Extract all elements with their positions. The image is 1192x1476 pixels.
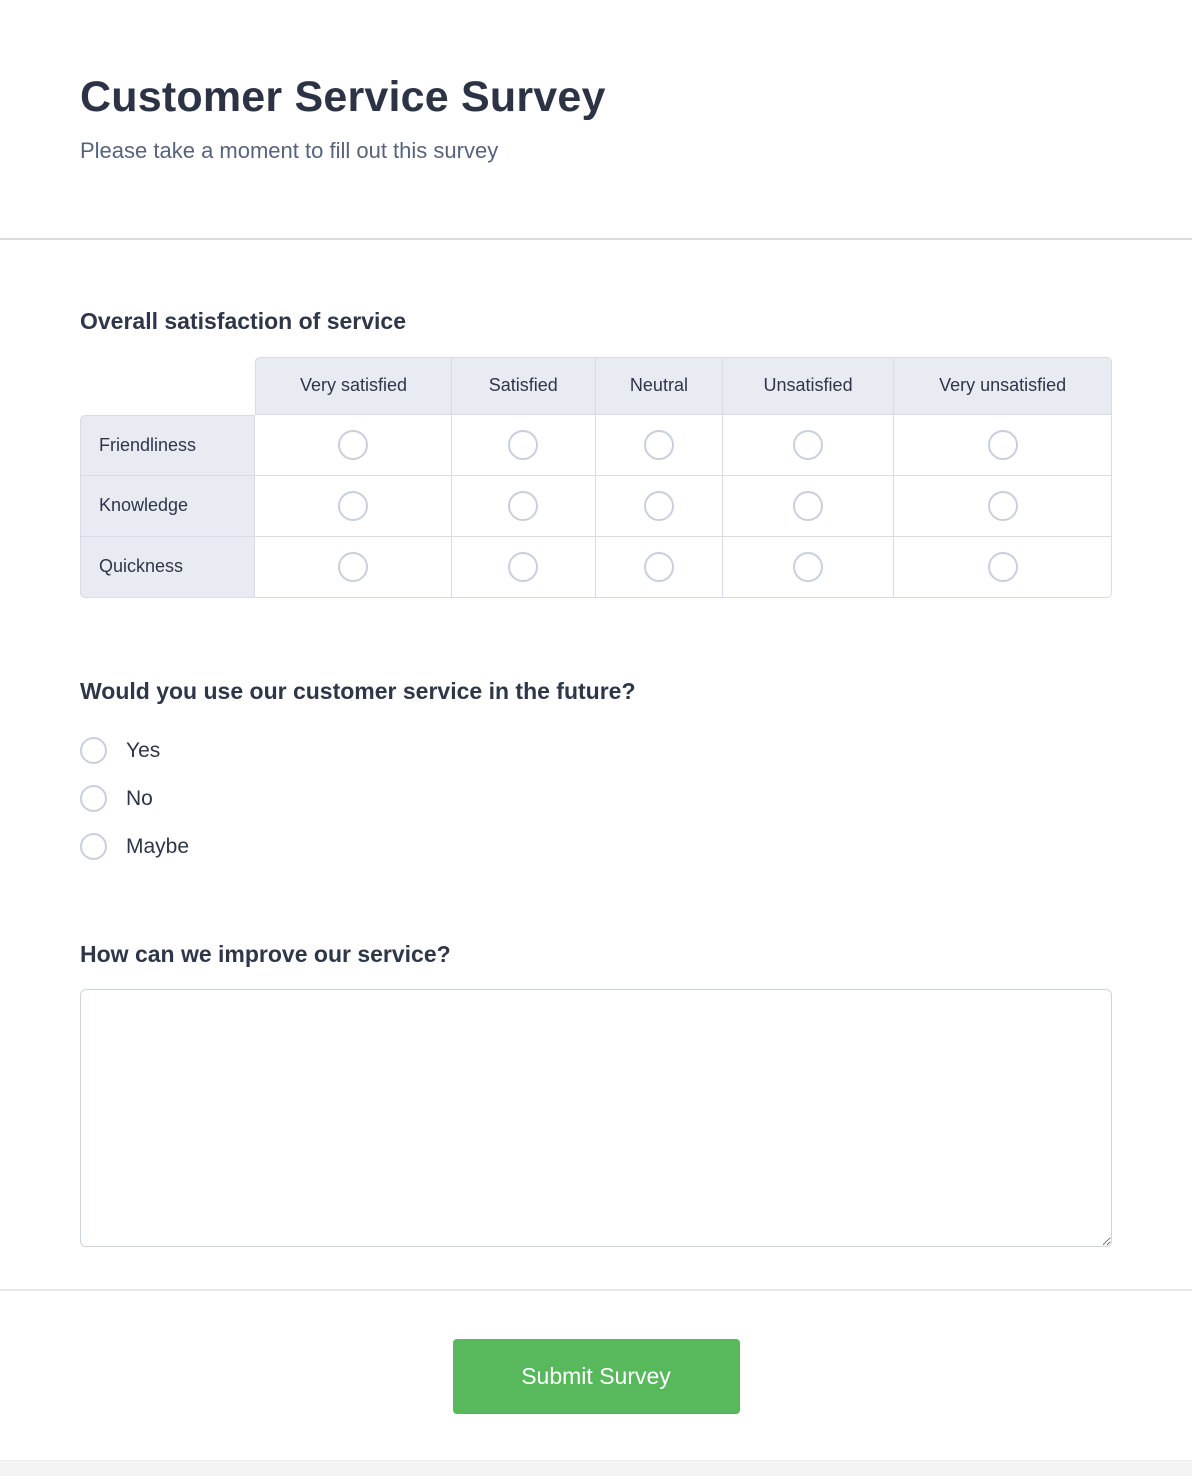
matrix-cell[interactable]	[255, 476, 451, 537]
option-label: Maybe	[126, 834, 190, 858]
matrix-cell[interactable]	[596, 415, 723, 476]
matrix-row-quickness	[80, 537, 1112, 598]
question-label: How can we improve our service?	[80, 940, 451, 967]
matrix-cell[interactable]	[452, 415, 596, 476]
radio-button[interactable]	[508, 552, 538, 582]
radio-button[interactable]	[80, 737, 107, 764]
radio-button[interactable]	[338, 552, 368, 582]
radio-button[interactable]	[80, 785, 107, 812]
matrix-row-knowledge	[80, 476, 1112, 537]
page-bottom-strip	[0, 1460, 1192, 1476]
matrix-cell[interactable]	[596, 476, 723, 537]
matrix-column-header: Unsatisfied	[723, 357, 894, 415]
matrix-cell[interactable]	[894, 537, 1112, 598]
radio-button[interactable]	[338, 491, 368, 521]
radio-button[interactable]	[508, 430, 538, 460]
radio-button[interactable]	[988, 552, 1018, 582]
matrix-row-friendliness	[80, 415, 1112, 476]
radio-button[interactable]	[508, 491, 538, 521]
radio-option-no[interactable]	[80, 775, 1112, 823]
question-label: Overall satisfaction of service	[80, 307, 406, 334]
matrix-row-label: Quickness	[80, 537, 255, 598]
radio-button[interactable]	[793, 491, 823, 521]
radio-option-yes[interactable]	[80, 727, 1112, 775]
radio-button[interactable]	[80, 833, 107, 860]
question-label: Would you use our customer service in the future?	[80, 677, 636, 704]
radio-option-maybe[interactable]	[80, 823, 1112, 871]
radio-button[interactable]	[988, 430, 1018, 460]
matrix-cell[interactable]	[452, 476, 596, 537]
radio-button[interactable]	[338, 430, 368, 460]
question-satisfaction-matrix	[80, 306, 1112, 598]
matrix-column-header: Very satisfied	[255, 357, 451, 415]
radio-button[interactable]	[988, 491, 1018, 521]
matrix-cell[interactable]	[255, 537, 451, 598]
question-improve-service	[80, 939, 1112, 1247]
question-future-use	[80, 676, 1112, 871]
radio-option-list	[80, 727, 1112, 871]
satisfaction-matrix-table	[80, 357, 1112, 598]
form-header	[0, 0, 1192, 166]
matrix-row-label: Friendliness	[80, 415, 255, 476]
matrix-cell[interactable]	[894, 415, 1112, 476]
matrix-column-header: Neutral	[596, 357, 723, 415]
submit-survey-button[interactable]: Submit Survey	[453, 1339, 740, 1414]
matrix-cell[interactable]	[723, 537, 894, 598]
matrix-cell[interactable]	[723, 476, 894, 537]
option-label: No	[126, 786, 153, 810]
matrix-column-header: Satisfied	[452, 357, 596, 415]
matrix-cell[interactable]	[452, 537, 596, 598]
radio-button[interactable]	[644, 552, 674, 582]
matrix-cell[interactable]	[894, 476, 1112, 537]
matrix-row-label: Knowledge	[80, 476, 255, 537]
radio-button[interactable]	[793, 552, 823, 582]
matrix-cell[interactable]	[255, 415, 451, 476]
matrix-corner-cell	[80, 357, 255, 415]
option-label: Yes	[126, 738, 161, 762]
matrix-column-header: Very unsatisfied	[894, 357, 1112, 415]
submit-section	[0, 1291, 1192, 1457]
improve-service-textarea[interactable]	[80, 989, 1112, 1247]
form-body	[0, 240, 1192, 1289]
radio-button[interactable]	[644, 491, 674, 521]
matrix-cell[interactable]	[723, 415, 894, 476]
matrix-cell[interactable]	[596, 537, 723, 598]
radio-button[interactable]	[644, 430, 674, 460]
form-subtitle: Please take a moment to fill out this survey	[80, 137, 499, 163]
radio-button[interactable]	[793, 430, 823, 460]
page-title: Customer Service Survey	[80, 73, 606, 121]
